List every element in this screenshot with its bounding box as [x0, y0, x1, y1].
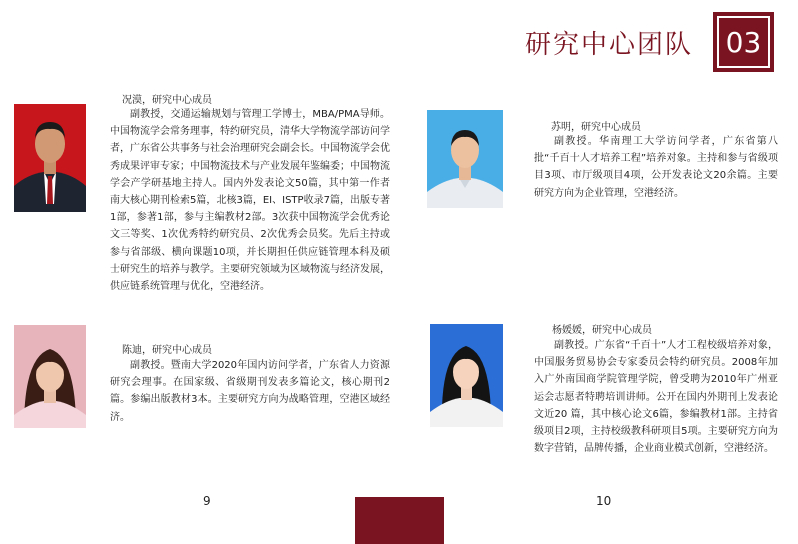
- section-number: 03: [725, 25, 762, 59]
- page-number-right: 10: [596, 494, 612, 508]
- member-bio-chen: 副教授。暨南大学2020年国内访问学者，广东省人力资源研究会理事。在国家级、省级期刊发表多篇论文，核心期刊2篇。参编出版教材3本。主要研究方向为战略管理，空港区域经济。: [110, 360, 390, 423]
- member-bio-yang: 副教授。广东省“千百十”人才工程校级培养对象，中国服务贸易协会专家委员会特约研究员。2008年加入广外南国商学院管理学院，曾受聘为2010年广州亚运会志愿者特聘培训讲师。公开在国内外期刊上发表论文近20 篇，其中核心论文6篇，参编教材1部。主持省级项目2项，主持校级教科研项目5项。主要研究方向为数字营销，品牌传播，企业商业模式创新，空港经济。: [534, 340, 778, 455]
- member-name-chen: 陈迪，研究中心成员: [122, 345, 212, 356]
- member-photo-kuang: [14, 104, 86, 212]
- section-title: 研究中心团队: [525, 30, 694, 60]
- member-name-su: 苏明，研究中心成员: [551, 122, 641, 133]
- member-name-kuang: 况漠，研究中心成员: [122, 95, 212, 106]
- member-bio-su: 副教授。华南理工大学访问学者，广东省第八批“千百十人才培养工程”培养对象。主持和参与省级项目3项、市厅级项目4项，公开发表论文20余篇。主要研究方向为企业管理，空港经济。: [534, 136, 778, 199]
- bottom-center-tab: [355, 497, 444, 544]
- member-photo-yang: [430, 324, 503, 427]
- member-name-yang: 杨媛媛，研究中心成员: [552, 325, 652, 336]
- page-number-left: 9: [203, 494, 211, 508]
- member-photo-chen: [14, 325, 86, 428]
- section-number-badge: [713, 12, 774, 72]
- member-bio-kuang: 副教授，交通运输规划与管理工学博士，MBA/PMA导师。中国物流学会常务理事，特约研究员，清华大学物流学部访问学者，广东省公共事务与社会治理研究会副会长。中国物流学会优秀成果评审专家；中国物流技术与产业发展年鉴编委；中国物流学会产学研基地主持人。国内外发表论文50篇，其中第一作者南大核心期刊检索5篇，北核3篇，EI、ISTP收录7篇，出版专著1部，参著1部，参与主编教材2部。3次获中国物流学会优秀论文三等奖、1次优秀特约研究员、2次优秀会员奖。先后主持或参与省部级、横向课题10项，并长期担任供应链管理本科及硕士研究生的培养与教学。主要研究领域为区域物流与经济发展，供应链系统管理与优化，空港经济。: [110, 109, 390, 293]
- member-photo-su: [427, 110, 503, 208]
